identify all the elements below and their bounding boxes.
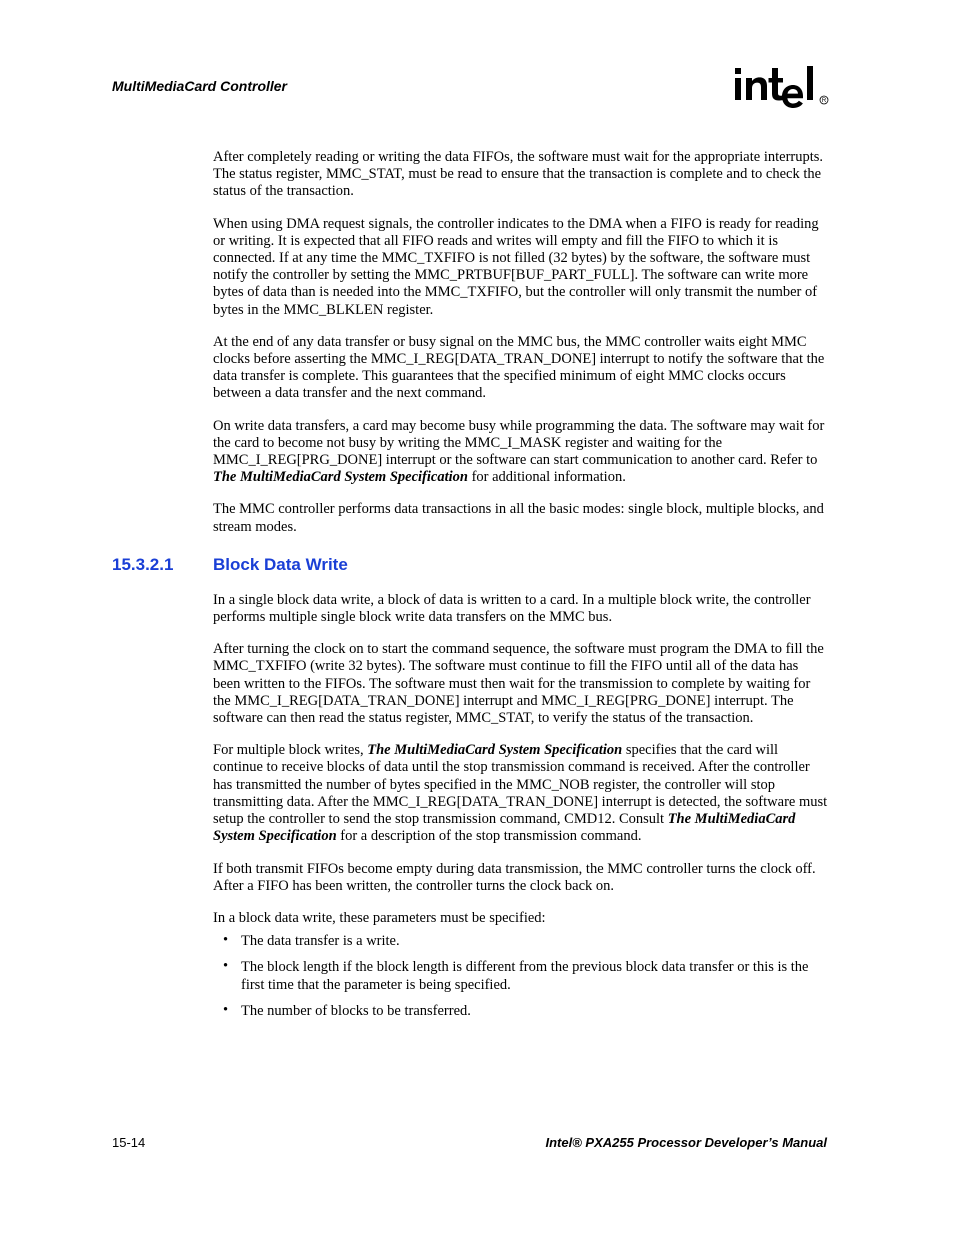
text-segment: for additional information.	[467, 469, 626, 486]
paragraph-dma-request: When using DMA request signals, the controller indicates to the DMA when a FIFO is ready for reading or writing. It is expected that all FIFO reads and writes will empty and fill the FIFO to which it is connected. If at any time the MMC_TXFIFO is not filled (32 bytes) by the software, the software must notify the controller by setting the MMC_PRTBUF[BUF_PART_FULL]. The software can write more bytes of data than is needed into the MMC_TXFIFO, but the controller will only transmit the number of bytes in the MMC_BLKLEN register.	[213, 215, 819, 318]
bullet-icon: •	[223, 958, 229, 975]
paragraph-data-transfer-end: At the end of any data transfer or busy signal on the MMC bus, the MMC controller waits eight MMC clocks before asserting the MMC_I_REG[DATA_TRAN_DONE] interrupt to notify the software that the data transfer is complete. This guarantees that the specified minimum of eight MMC clocks occurs between a data transfer and the next command.	[213, 333, 825, 402]
main-content	[112, 149, 829, 1029]
paragraph-multiple-block	[213, 742, 829, 845]
section-title: Block Data Write	[213, 554, 348, 574]
text-segment: for a description of the stop transmission command.	[336, 828, 642, 845]
text-segment: For multiple block writes,	[213, 742, 368, 759]
list-item	[213, 933, 829, 950]
running-header-title: MultiMediaCard Controller	[112, 78, 288, 94]
paragraph-write-busy	[213, 418, 829, 487]
list-item-text: The number of blocks to be transferred.	[241, 1002, 471, 1019]
list-item	[213, 1003, 829, 1020]
spec-reference: The MultiMediaCard System Specification	[213, 811, 796, 845]
paragraph-parameters-intro: In a block data write, these parameters must be specified:	[213, 909, 546, 926]
text-segment: specifies that the card will continue to receive blocks of data until the stop transmission command is received. After the controller has transmitted the number of bytes specified in the MMC_NOB register, the controller will stop transmitting data. After the MMC_I_REG[DATA_TRAN_DONE] interrupt is detected, the software must setup the controller to send the stop transmission command, CMD12. Consult	[213, 742, 828, 828]
bullet-icon: •	[223, 1001, 229, 1018]
list-item	[213, 959, 829, 993]
paragraph-single-block: In a single block data write, a block of data is written to a card. In a multiple block write, the controller performs multiple single block write data transfers on the MMC bus.	[213, 591, 811, 626]
parameter-list	[213, 933, 829, 1020]
section-number: 15.3.2.1	[112, 554, 174, 574]
list-item-text: The data transfer is a write.	[241, 933, 400, 950]
bullet-icon: •	[223, 932, 229, 949]
text-segment: On write data transfers, a card may become busy while programming the data. The software may wait for the card to become not busy by writing the MMC_I_MASK register and waiting for the MMC_I_REG[PRG_DONE] interrupt or the software can start communication to another card. Refer to	[213, 417, 825, 469]
paragraph-clock-sequence: After turning the clock on to start the command sequence, the software must program the DMA to fill the MMC_TXFIFO (write 32 bytes). The software must continue to fill the FIFO until all of the data has been written to the FIFOs. The software must then wait for the transmission to complete by waiting for the MMC_I_REG[DATA_TRAN_DONE] interrupt and MMC_I_REG[PRG_DONE] interrupt. The software can then read the status register, MMC_STAT, to verify the status of the transaction.	[213, 641, 824, 727]
section-heading	[112, 556, 829, 576]
spec-reference: The MultiMediaCard System Specification	[367, 742, 623, 759]
page-number: 15-14	[112, 1135, 146, 1150]
spec-reference: The MultiMediaCard System Specification	[213, 469, 468, 486]
svg-text:R: R	[821, 98, 827, 105]
paragraph-fifo-empty: If both transmit FIFOs become empty during data transmission, the MMC controller turns the clock off. After a FIFO has been written, the controller turns the clock back on.	[213, 860, 816, 894]
manual-title: Intel® PXA255 Processor Developer’s Manual	[545, 1135, 827, 1150]
paragraph-transaction-modes: The MMC controller performs data transactions in all the basic modes: single block, multiple blocks, and stream modes.	[213, 501, 824, 535]
intel-logo-icon	[733, 60, 843, 120]
list-item-text: The block length if the block length is different from the previous block data transfer or this is the first time that the parameter is being specified.	[241, 959, 809, 993]
paragraph-fifo-wait: After completely reading or writing the data FIFOs, the software must wait for the appropriate interrupts. The status register, MMC_STAT, must be read to ensure that the transaction is complete and to check the status of the transaction.	[213, 149, 824, 200]
